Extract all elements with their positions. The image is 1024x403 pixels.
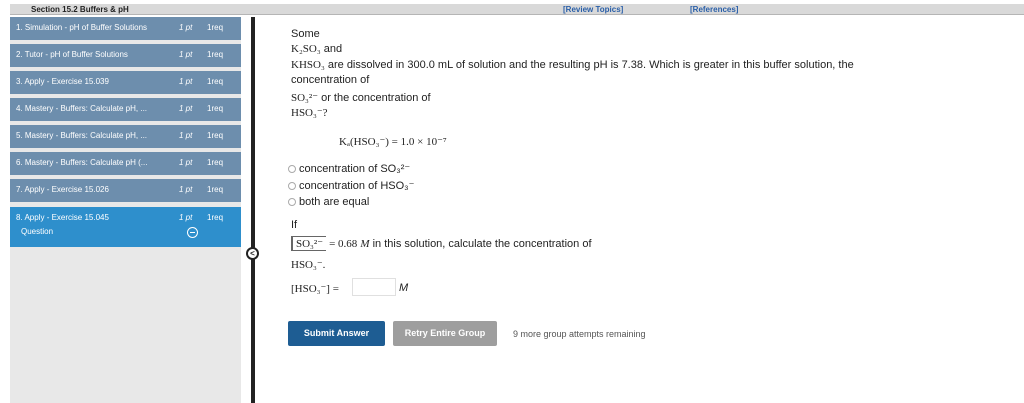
formula-hso3: HSO₃⁻.: [291, 259, 326, 271]
question-sidebar: [10, 17, 241, 403]
and-text: and: [323, 43, 343, 55]
sidebar-item-points: 1 pt: [179, 158, 193, 167]
question-text-main: are dissolved in 300.0 mL of solution and the resulting pH is 7.38. Which is greater in this buffer solution, the: [327, 59, 854, 71]
answer-input[interactable]: [352, 278, 396, 296]
concentration-value: = 0.68: [329, 238, 358, 250]
sidebar-item-5[interactable]: [10, 125, 241, 148]
section-title: Section 15.2 Buffers & pH: [31, 5, 129, 14]
option-label: concentration of HSO₃⁻: [299, 180, 415, 192]
sidebar-item-points: 1 pt: [179, 104, 193, 113]
submit-answer-button[interactable]: Submit Answer: [288, 321, 385, 346]
sidebar-item-points: 1 pt: [179, 185, 193, 194]
sidebar-item-points: 1 pt: [179, 23, 193, 32]
sidebar-item-label: 6. Mastery - Buffers: Calculate pH (...: [16, 158, 148, 167]
formula-k2so3: K₂SO₃: [291, 43, 321, 55]
question-status-icon: [187, 227, 198, 238]
references-link[interactable]: [References]: [690, 5, 739, 14]
sidebar-item-label: 3. Apply - Exercise 15.039: [16, 77, 109, 86]
sidebar-item-2[interactable]: [10, 44, 241, 67]
sidebar-item-8-active[interactable]: [10, 207, 241, 247]
sidebar-item-req: 1req: [207, 77, 224, 86]
collapse-sidebar-button[interactable]: <: [246, 247, 259, 260]
sidebar-item-6[interactable]: [10, 152, 241, 175]
sidebar-sub-question[interactable]: Question: [21, 227, 54, 236]
option-equal[interactable]: [288, 196, 369, 208]
answer-label: [HSO₃⁻] =: [291, 283, 339, 295]
radio-icon[interactable]: [288, 165, 296, 173]
sidebar-item-req: 1req: [207, 158, 224, 167]
review-topics-link[interactable]: [Review Topics]: [563, 5, 624, 14]
option-label: both are equal: [299, 196, 370, 208]
answer-unit: M: [399, 282, 409, 294]
sidebar-item-req: 1req: [207, 104, 224, 113]
sidebar-item-label: 4. Mastery - Buffers: Calculate pH, ...: [16, 104, 148, 113]
sidebar-item-label: 2. Tutor - pH of Buffer Solutions: [16, 50, 128, 59]
so3-bracket: SO₃²⁻: [291, 236, 326, 251]
sidebar-item-label: 5. Mastery - Buffers: Calculate pH, ...: [16, 131, 148, 140]
sidebar-item-req: 1req: [207, 50, 224, 59]
formula-khso3: KHSO₃: [291, 59, 325, 71]
part2-text: in this solution, calculate the concentration of: [372, 238, 592, 250]
radio-icon[interactable]: [288, 198, 296, 206]
question-text-concentration: concentration of: [291, 74, 370, 86]
sidebar-item-req: 1req: [207, 185, 224, 194]
retry-group-button[interactable]: Retry Entire Group: [393, 321, 497, 346]
sidebar-item-label: 7. Apply - Exercise 15.026: [16, 185, 109, 194]
sidebar-item-points: 1 pt: [179, 213, 193, 222]
option-hso3[interactable]: [288, 179, 414, 192]
attempts-remaining: 9 more group attempts remaining: [513, 329, 646, 339]
sidebar-item-points: 1 pt: [179, 50, 193, 59]
ka-expression: Kₐ(HSO₃⁻) = 1.0 × 10⁻⁷: [339, 136, 447, 148]
option-so3[interactable]: [288, 162, 410, 175]
sidebar-item-points: 1 pt: [179, 77, 193, 86]
sidebar-item-label: 1. Simulation - pH of Buffer Solutions: [16, 23, 148, 32]
sidebar-item-req: 1req: [207, 23, 224, 32]
sidebar-item-7[interactable]: [10, 179, 241, 202]
question-text-some: Some: [291, 28, 320, 40]
option-label: concentration of SO₃²⁻: [299, 163, 411, 175]
sidebar-item-1[interactable]: [10, 17, 241, 40]
radio-icon[interactable]: [288, 182, 296, 190]
panel-divider: [251, 17, 255, 403]
formula-hso3-question: HSO₃⁻?: [291, 107, 328, 119]
sidebar-item-points: 1 pt: [179, 131, 193, 140]
sidebar-item-4[interactable]: [10, 98, 241, 121]
formula-so3: SO₃²⁻: [291, 92, 319, 104]
or-text: or the concentration of: [321, 92, 431, 104]
sidebar-item-3[interactable]: [10, 71, 241, 94]
molarity-unit: M: [360, 238, 370, 250]
if-text: If: [291, 219, 298, 231]
sidebar-item-label: 8. Apply - Exercise 15.045: [16, 213, 109, 222]
header-bar: [10, 4, 1024, 15]
sidebar-item-req: 1req: [207, 131, 224, 140]
sidebar-item-req: 1req: [207, 213, 224, 222]
